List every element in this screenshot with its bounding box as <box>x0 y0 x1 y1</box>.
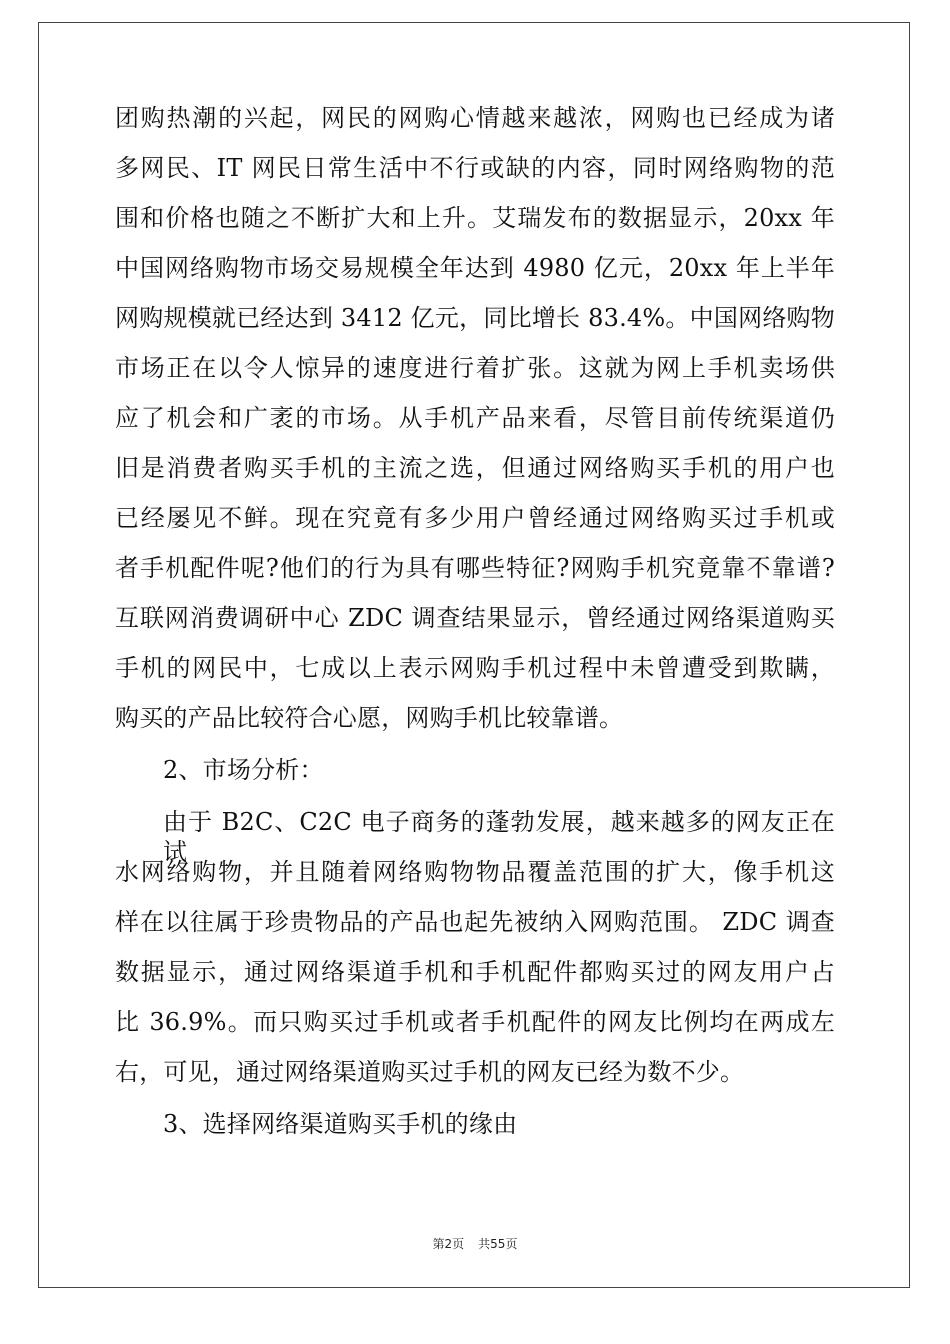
text-line: 中国网络购物市场交易规模全年达到 4980 亿元，20xx 年上半年 <box>115 254 835 282</box>
text-line: 旧是消费者购买手机的主流之选，但通过网络购买手机的用户也 <box>115 454 835 482</box>
text-line: 样在以往属于珍贵物品的产品也起先被纳入网购范围。 ZDC 调查 <box>115 908 835 936</box>
text-line: 手机的网民中，七成以上表示网购手机过程中未曾遭受到欺瞒， <box>115 654 835 682</box>
section-heading: 2、市场分析： <box>163 756 324 784</box>
text-line: 数据显示，通过网络渠道手机和手机配件都购买过的网友用户占 <box>115 958 835 986</box>
text-line: 右，可见，通过网络渠道购买过手机的网友已经为数不少。 <box>115 1058 745 1086</box>
text-line: 互联网消费调研中心 ZDC 调查结果显示，曾经通过网络渠道购买 <box>115 604 835 632</box>
text-line: 由于 B2C、C2C 电子商务的蓬勃发展，越来越多的网友正在试 <box>163 808 835 866</box>
text-line: 多网民、IT 网民日常生活中不行或缺的内容，同时网络购物的范 <box>115 154 835 182</box>
page-number: 第2页 <box>432 1237 465 1251</box>
text-line: 者手机配件呢?他们的行为具有哪些特征?网购手机究竟靠不靠谱? <box>115 554 835 582</box>
section-heading: 3、选择网络渠道购买手机的缘由 <box>163 1110 518 1138</box>
text-line: 团购热潮的兴起，网民的网购心情越来越浓，网购也已经成为诸 <box>115 104 835 132</box>
page-footer <box>0 1235 950 1252</box>
text-line: 围和价格也随之不断扩大和上升。艾瑞发布的数据显示，20xx 年 <box>115 204 835 232</box>
text-line: 水网络购物，并且随着网络购物物品覆盖范围的扩大，像手机这 <box>115 858 835 886</box>
text-line: 已经屡见不鲜。现在究竟有多少用户曾经通过网络购买过手机或 <box>115 504 835 532</box>
text-line: 比 36.9%。而只购买过手机或者手机配件的网友比例均在两成左 <box>115 1008 835 1036</box>
text-line: 网购规模就已经达到 3412 亿元，同比增长 83.4%。中国网络购物 <box>115 304 835 332</box>
text-line: 应了机会和广袤的市场。从手机产品来看，尽管目前传统渠道仍 <box>115 404 835 432</box>
text-line: 市场正在以令人惊异的速度进行着扩张。这就为网上手机卖场供 <box>115 354 835 382</box>
text-line: 购买的产品比较符合心愿，网购手机比较靠谱。 <box>115 704 624 732</box>
page-total: 共55页 <box>478 1237 518 1251</box>
